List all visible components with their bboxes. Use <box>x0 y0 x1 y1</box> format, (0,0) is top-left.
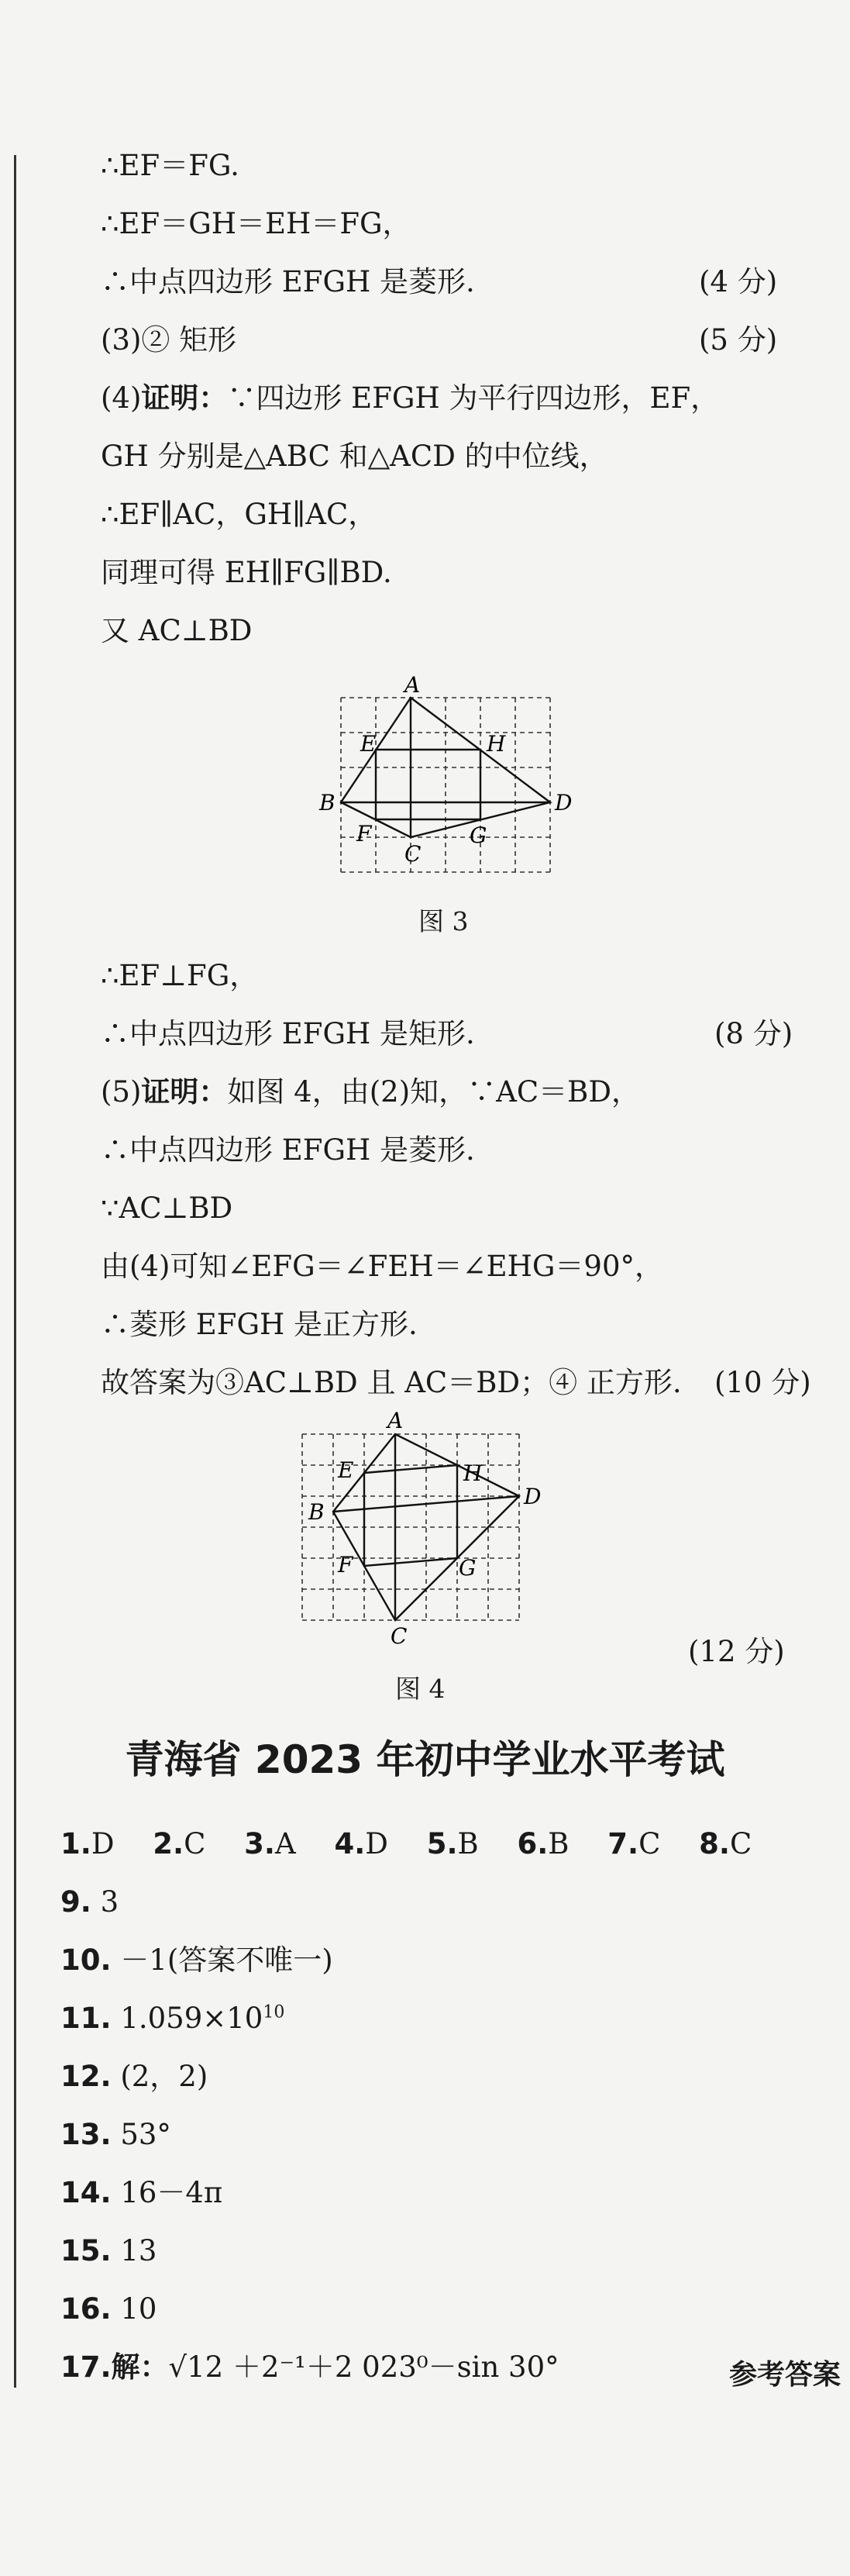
score-5: (5 分) <box>699 323 778 357</box>
proof-line-15: 由(4)可知∠EFG＝∠FEH＝∠EHG＝90°， <box>101 1250 664 1283</box>
footer-tag: 参考答案 <box>728 2359 841 2391</box>
proof-line-5 <box>101 381 720 415</box>
figure-3-diagram <box>318 671 573 884</box>
answer-number: 11. <box>60 2002 112 2035</box>
answer-value: －1(答案不唯一) <box>120 1943 333 1977</box>
answer-item <box>607 1827 660 1860</box>
answer-number: 13. <box>60 2118 112 2151</box>
proof-keyword: 证明： <box>141 381 228 415</box>
answer-number: 9. <box>60 1885 91 1919</box>
proof-text: ∵四边形 EFGH 为平行四边形，EF， <box>227 381 720 415</box>
answer-item <box>60 1827 114 1860</box>
answer-13 <box>60 2120 171 2149</box>
margin-rule <box>14 155 16 2388</box>
answer-number: 7. <box>607 1827 639 1860</box>
score-10: (10 分) <box>714 1366 811 1399</box>
answer-value: D <box>365 1827 388 1860</box>
proof-line-6: GH 分别是△ABC 和△ACD 的中位线， <box>101 440 608 473</box>
answer-value: A <box>274 1827 296 1860</box>
proof-line-1: ∴EF＝FG. <box>101 149 239 182</box>
proof-text: 如图 4，由(2)知，∵AC＝BD， <box>227 1075 641 1109</box>
label-B: B <box>308 1499 325 1525</box>
answer-11 <box>60 2004 284 2033</box>
score-8: (8 分) <box>714 1017 793 1050</box>
answers-row-1 <box>60 1829 752 1858</box>
answer-number: 1. <box>60 1827 91 1860</box>
score-4: (4 分) <box>699 265 778 298</box>
answer-number: 6. <box>517 1827 549 1860</box>
answer-item <box>517 1827 569 1860</box>
proof-line-2: ∴EF＝GH＝EH＝FG， <box>101 207 411 240</box>
proof-line-11: ∴中点四边形 EFGH 是矩形. <box>101 1017 475 1050</box>
figure-4-caption: 图 4 <box>395 1674 446 1704</box>
label-E: E <box>338 1457 354 1483</box>
answer-value: 16－4π <box>120 2176 223 2209</box>
proof-line-10: ∴EF⊥FG， <box>101 959 259 992</box>
answer-value: 10 <box>120 2292 157 2326</box>
answer-number: 12. <box>60 2060 112 2093</box>
answer-value: √12 ＋2⁻¹＋2 023⁰－sin 30° <box>168 2350 559 2384</box>
label-D: D <box>524 1484 542 1509</box>
section-title: 青海省 2023 年初中学业水平考试 <box>125 1737 725 1782</box>
answer-value: B <box>457 1827 479 1860</box>
part-number: (4) <box>101 381 142 415</box>
answer-value: C <box>729 1827 752 1860</box>
label-F: F <box>338 1552 353 1578</box>
label-H: H <box>463 1460 483 1486</box>
figure-4-grid <box>302 1434 519 1620</box>
answer-number: 3. <box>244 1827 275 1860</box>
label-D: D <box>555 790 573 816</box>
answer-item <box>699 1827 752 1860</box>
proof-line-17: 故答案为③AC⊥BD 且 AC＝BD；④ 正方形. <box>101 1366 682 1399</box>
proof-keyword: 证明： <box>141 1074 228 1109</box>
part-number: (5) <box>101 1075 142 1109</box>
proof-line-8: 同理可得 EH∥FG∥BD. <box>101 556 392 589</box>
proof-line-9: 又 AC⊥BD <box>101 614 253 647</box>
answer-value: D <box>91 1827 115 1860</box>
answer-item <box>427 1827 479 1860</box>
answer-number: 15. <box>60 2234 112 2267</box>
answer-number: 4. <box>334 1827 366 1860</box>
proof-line-3: ∴中点四边形 EFGH 是菱形. <box>101 265 475 298</box>
proof-line-14: ∵AC⊥BD <box>101 1191 233 1225</box>
answer-value: C <box>184 1827 206 1860</box>
score-12: (12 分) <box>688 1635 785 1668</box>
answer-value: 3 <box>100 1885 119 1919</box>
proof-line-16: ∴菱形 EFGH 是正方形. <box>101 1308 418 1341</box>
answer-16 <box>60 2292 157 2326</box>
answer-value: (2，2) <box>120 2060 208 2093</box>
answer-item <box>153 1827 205 1860</box>
label-B: B <box>319 790 336 816</box>
answer-item <box>244 1827 296 1860</box>
solution-keyword: 解： <box>111 2350 169 2384</box>
label-G: G <box>470 822 487 848</box>
proof-line-7: ∴EF∥AC，GH∥AC， <box>101 498 377 531</box>
label-F: F <box>356 821 372 847</box>
answer-number: 8. <box>699 1827 730 1860</box>
answer-number: 5. <box>426 1827 458 1860</box>
answer-15 <box>60 2236 157 2265</box>
answer-17 <box>60 2350 559 2384</box>
answer-14 <box>60 2178 222 2207</box>
label-G: G <box>459 1555 477 1581</box>
label-H: H <box>487 731 506 757</box>
proof-line-13: ∴中点四边形 EFGH 是菱形. <box>101 1133 475 1167</box>
answer-number: 10. <box>60 1943 112 1977</box>
proof-line-12 <box>101 1074 641 1109</box>
answer-item <box>334 1827 387 1860</box>
answer-value: B <box>548 1827 570 1860</box>
label-E: E <box>360 731 377 757</box>
proof-line-4: (3)② 矩形 <box>101 323 237 357</box>
answer-value: 1.059×10 <box>120 2002 263 2035</box>
answer-number: 14. <box>60 2176 112 2209</box>
answer-number: 2. <box>153 1827 184 1860</box>
answer-exponent: 10 <box>263 2002 285 2023</box>
label-A: A <box>387 1408 404 1433</box>
answer-value: C <box>638 1827 661 1860</box>
answer-10 <box>60 1943 333 1977</box>
answer-number: 16. <box>60 2292 112 2326</box>
answer-12 <box>60 2062 208 2091</box>
answer-value: 53° <box>120 2118 171 2151</box>
figure-4-diagram <box>287 1403 558 1651</box>
answer-value: 13 <box>120 2234 157 2267</box>
answer-number: 17. <box>60 2350 112 2384</box>
answer-9 <box>60 1885 119 1919</box>
label-C: C <box>391 1623 408 1649</box>
label-C: C <box>404 841 422 867</box>
figure-3-caption: 图 3 <box>418 906 469 936</box>
label-A: A <box>404 672 421 698</box>
